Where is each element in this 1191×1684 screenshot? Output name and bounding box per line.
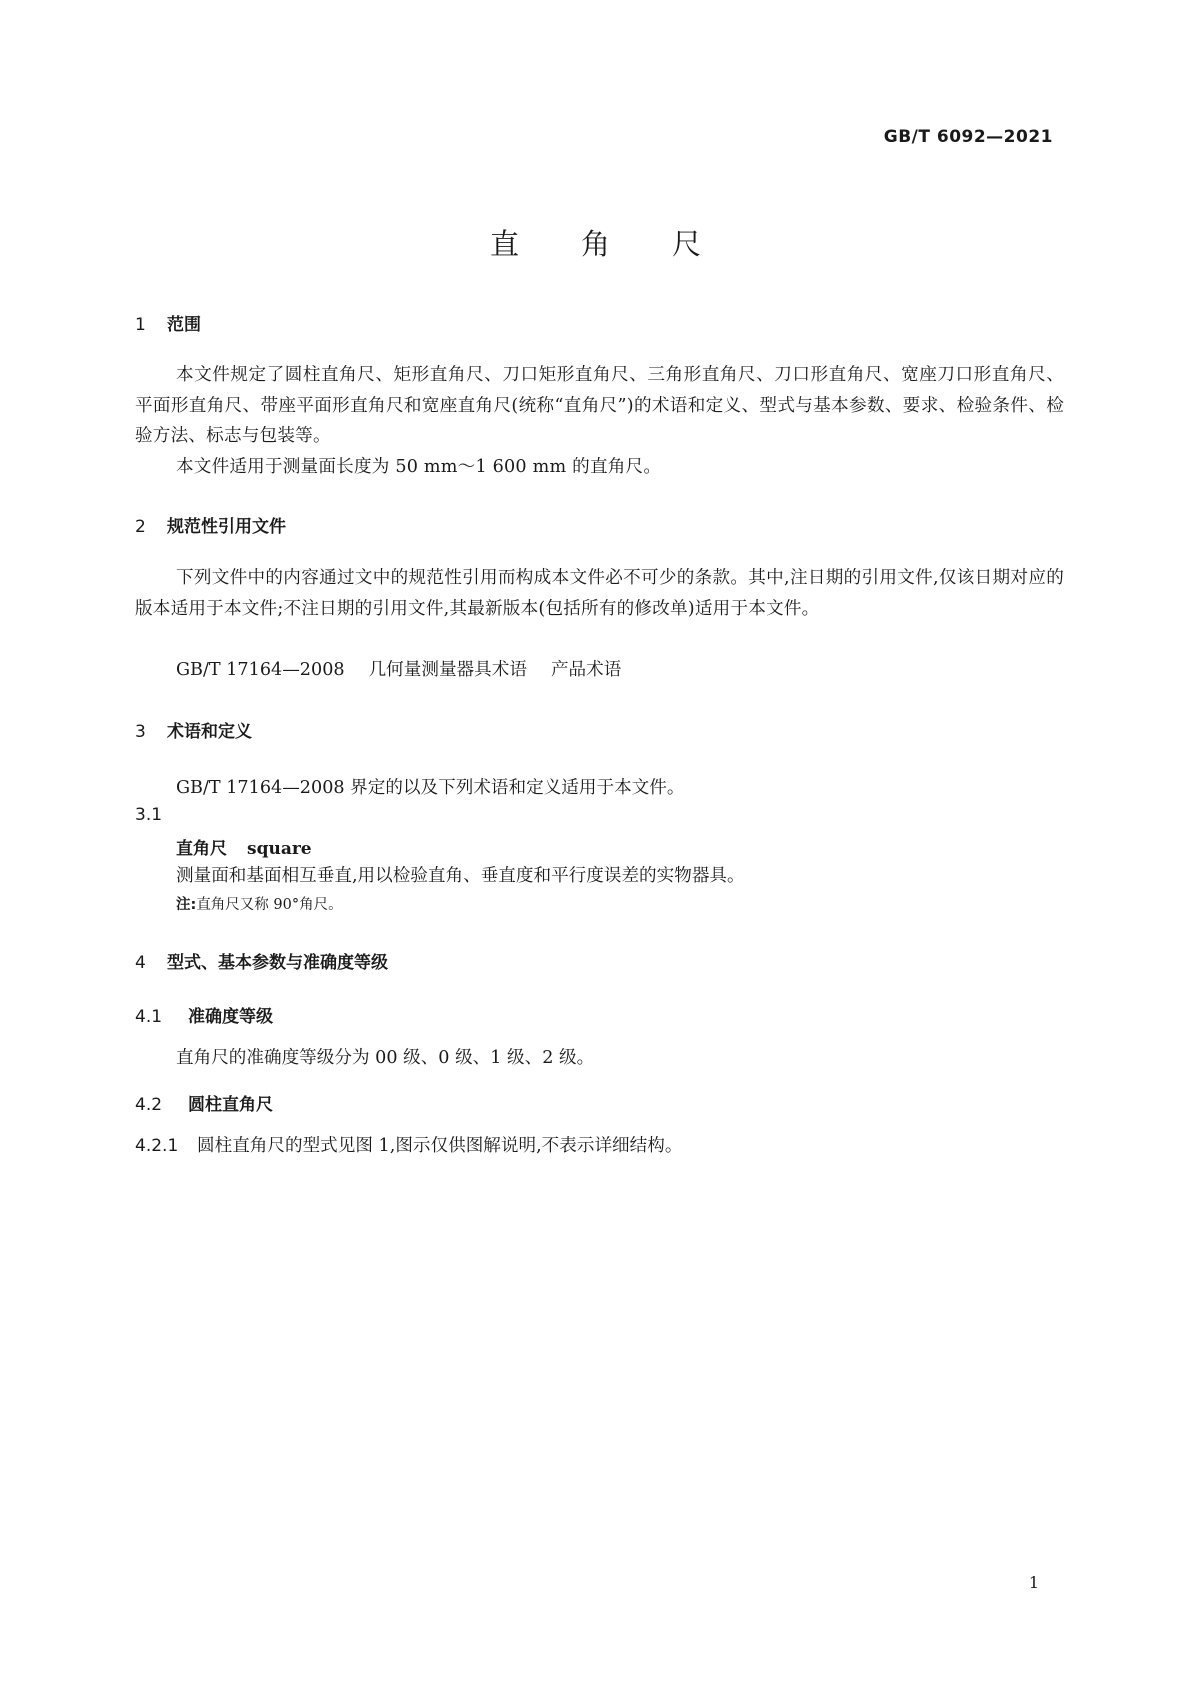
subsection-number: 4.2 (135, 1095, 163, 1115)
section-number: 1 (135, 315, 146, 335)
page-number: 1 (1028, 1573, 1039, 1592)
reference-entry (176, 656, 621, 681)
term-definition: 测量面和基面相互垂直,用以检验直角、垂直度和平行度误差的实物器具。 (176, 866, 745, 886)
section-title: 型式、基本参数与准确度等级 (167, 953, 388, 973)
clause-4-2-1 (135, 1132, 682, 1157)
subsection-number: 4.1 (135, 1007, 163, 1027)
section-2-heading (135, 512, 286, 537)
normative-refs-paragraph: 下列文件中的内容通过文中的规范性引用而构成本文件必不可少的条款。其中,注日期的引用文件,仅该日期对应的版本适用于本文件;不注日期的引用文件,其最新版本(包括所有的修改单)适用于本文件。 (135, 568, 1064, 619)
term-name-en: square (247, 839, 312, 859)
scope-paragraph-2: 本文件适用于测量面长度为 50 mm～1 600 mm 的直角尺。 (176, 457, 662, 477)
clause-text: 圆柱直角尺的型式见图 1,图示仅供图解说明,不表示详细结构。 (197, 1136, 683, 1156)
reference-title-part-2: 产品术语 (550, 660, 622, 680)
section-4-heading (135, 948, 388, 973)
section-number: 3 (135, 722, 146, 742)
section-title: 术语和定义 (167, 722, 252, 742)
section-1-heading (135, 310, 201, 335)
term-heading (176, 834, 312, 859)
document-title: 直角尺 (489, 227, 763, 261)
section-number: 4 (135, 953, 146, 973)
note-text: 直角尺又称 90°角尺。 (196, 897, 343, 913)
terms-intro-paragraph: GB/T 17164—2008 界定的以及下列术语和定义适用于本文件。 (176, 778, 685, 798)
term-note (176, 893, 343, 914)
term-number: 3.1 (135, 805, 163, 825)
scope-paragraph-1: 本文件规定了圆柱直角尺、矩形直角尺、刀口矩形直角尺、三角形直角尺、刀口形直角尺、宽座刀口形直角尺、平面形直角尺、带座平面形直角尺和宽座直角尺(统称“直角尺”)的术语和定义、型式与基本参数、要求、检验条件、检验方法、标志与包装等。 (135, 365, 1064, 446)
accuracy-grade-paragraph: 直角尺的准确度等级分为 00 级、0 级、1 级、2 级。 (176, 1048, 595, 1068)
note-label: 注: (176, 897, 197, 913)
section-3-heading (135, 717, 252, 742)
reference-title-part-1: 几何量测量器具术语 (368, 660, 527, 680)
section-title: 范围 (167, 315, 201, 335)
reference-code: GB/T 17164—2008 (176, 660, 345, 680)
section-title: 规范性引用文件 (167, 517, 286, 537)
standard-number: GB/T 6092—2021 (883, 127, 1053, 147)
term-name-zh: 直角尺 (176, 839, 227, 859)
clause-number: 4.2.1 (135, 1136, 179, 1156)
subsection-title: 圆柱直角尺 (188, 1095, 273, 1115)
subsection-4-1-heading (135, 1002, 273, 1027)
subsection-4-2-heading (135, 1090, 273, 1115)
section-number: 2 (135, 517, 146, 537)
subsection-title: 准确度等级 (188, 1007, 273, 1027)
